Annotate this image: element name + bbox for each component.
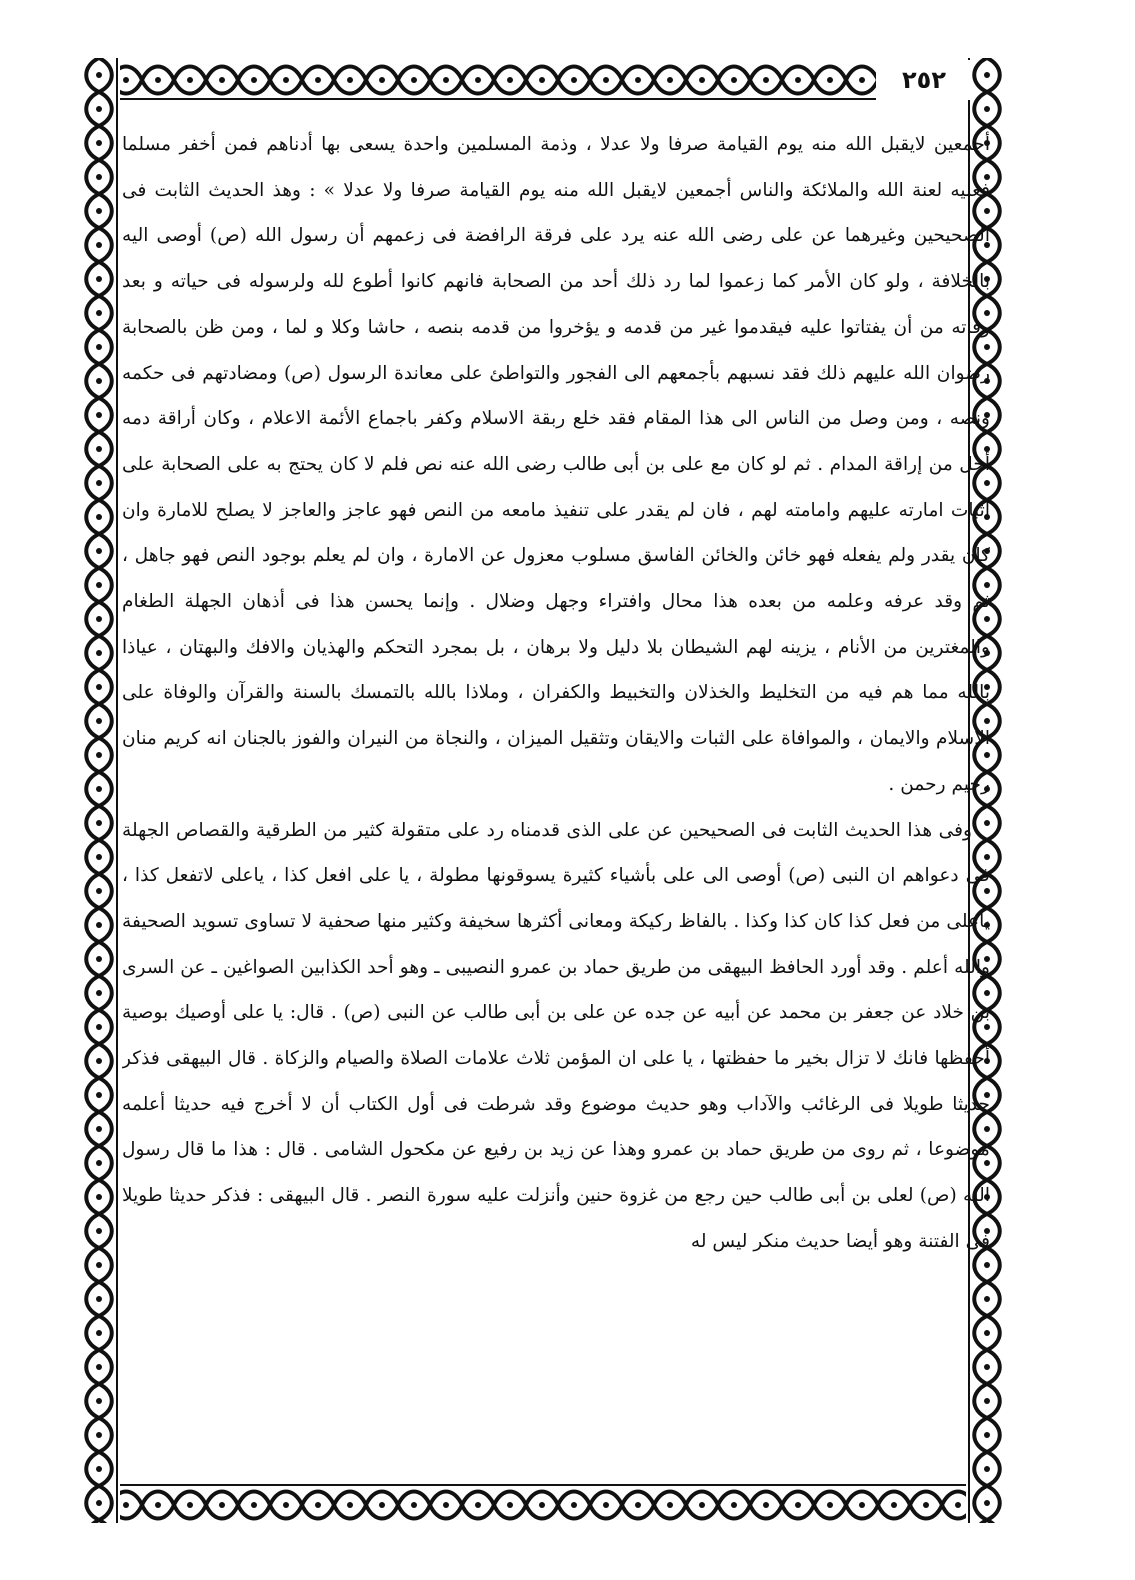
bottom-ornamental-border xyxy=(78,1483,1008,1523)
paragraph-2: وفى هذا الحديث الثابت فى الصحيحين عن على الذى قدمناه رد على متقولة كثير من الطرقية والقصاص الجهلة فى دعواهم ان النبى (ص) أوصى الى على بأشياء كثيرة يسوقونها مطولة ، يا على افعل كذا ، ياعلى لاتفعل كذا ، ياعلى من فعل كذا كان كذا وكذا . بالفاظ ركيكة ومعانى أكثرها سخيفة وكثير منها صحفية لا تساوى تسويد الصحيفة والله أعلم . وقد أورد الحافظ البيهقى من طريق حماد بن عمرو النصيبى ـ وهو أحد الكذابين الصواغين ـ عن السرى بن خلاد عن جعفر بن محمد عن أبيه عن جده عن على بن أبى طالب عن النبى (ص) . قال: يا على أوصيك بوصية أحفظها فانك لا تزال بخير ما حفظتها ، يا على ان المؤمن ثلاث علامات الصلاة والصيام والزكاة . قال البيهقى فذكر حديثا طويلا فى الرغائب والآداب وهو حديث موضوع وقد شرطت فى أول الكتاب أن لا أخرج فيه حديثا أعلمه موضوعا ، ثم روى من طريق حماد بن عمرو وهذا عن زيد بن رفيع عن مكحول الشامى . قال : هذا ما قال رسول الله (ص) لعلى بن أبى طالب حين رجع من غزوة حنين وأنزلت عليه سورة النصر . قال البيهقى : فذكر حديثا طويلا فى الفتنة وهو أيضا حديث منكر ليس له xyxy=(122,819,990,1252)
page-number: ٢٥٢ xyxy=(876,60,972,100)
paragraph-1: أجمعين لايقبل الله منه يوم القيامة صرفا ولا عدلا ، وذمة المسلمين واحدة يسعى بها أدناهم فمن أخفر مسلما فعليه لعنة الله والملائكة والناس أجمعين لايقبل الله منه يوم القيامة صرفا ولا عدلا » : وهذ الحديث الثابت فى الصحيحين وغيرهما عن على رضى الله عنه يرد على فرقة الرافضة فى زعمهم أن رسول الله (ص) أوصى اليه بالخلافة ، ولو كان الأمر كما زعموا لما رد ذلك أحد من الصحابة فانهم كانوا أطوع لله ولرسوله فى حياته و بعد وفاته من أن يفتاتوا عليه فيقدموا غير من قدمه و يؤخروا من قدمه بنصه ، حاشا وكلا و لما ، ومن ظن بالصحابة رضوان الله عليهم ذلك فقد نسبهم بأجمعهم الى الفجور والتواطئ على معاندة الرسول (ص) ومضادتهم فى حكمه ونصه ، ومن وصل من الناس الى هذا المقام فقد خلع ربقة الاسلام وكفر باجماع الأئمة الاعلام ، وكان أراقة دمه أحل من إراقة المدام . ثم لو كان مع على بن أبى طالب رضى الله عنه نص فلم لا كان يحتج به على الصحابة على اثبات امارته عليهم وامامته لهم ، فان لم يقدر على تنفيذ مامعه من النص فهو عاجز والعاجز لا يصلح للامارة وان كان يقدر ولم يفعله فهو خائن والخائن الفاسق مسلوب معزول عن الامارة ، وان لم يعلم بوجود النص فهو جاهل ، ثم وقد عرفه وعلمه من بعده هذا محال وافتراء وجهل وضلال . وإنما يحسن هذا فى أذهان الجهلة الطغام والمغترين من الأنام ، يزينه لهم الشيطان بلا دليل ولا برهان ، بل بمجرد التحكم والهذيان والافك والبهتان ، عياذا بالله مما هم فيه من التخليط والخذلان والتخبيط والكفران ، وملاذا بالله بالتمسك بالسنة والقرآن والوفاة على الاسلام والايمان ، والموافاة على الثبات والايقان وتثقيل الميزان ، والنجاة من النيران والفوز بالجنان انه كريم منان رحيم رحمن . xyxy=(122,134,990,795)
arabic-text-body xyxy=(122,122,990,1467)
left-ornamental-border xyxy=(78,58,120,1523)
top-ornamental-border xyxy=(78,58,1008,102)
